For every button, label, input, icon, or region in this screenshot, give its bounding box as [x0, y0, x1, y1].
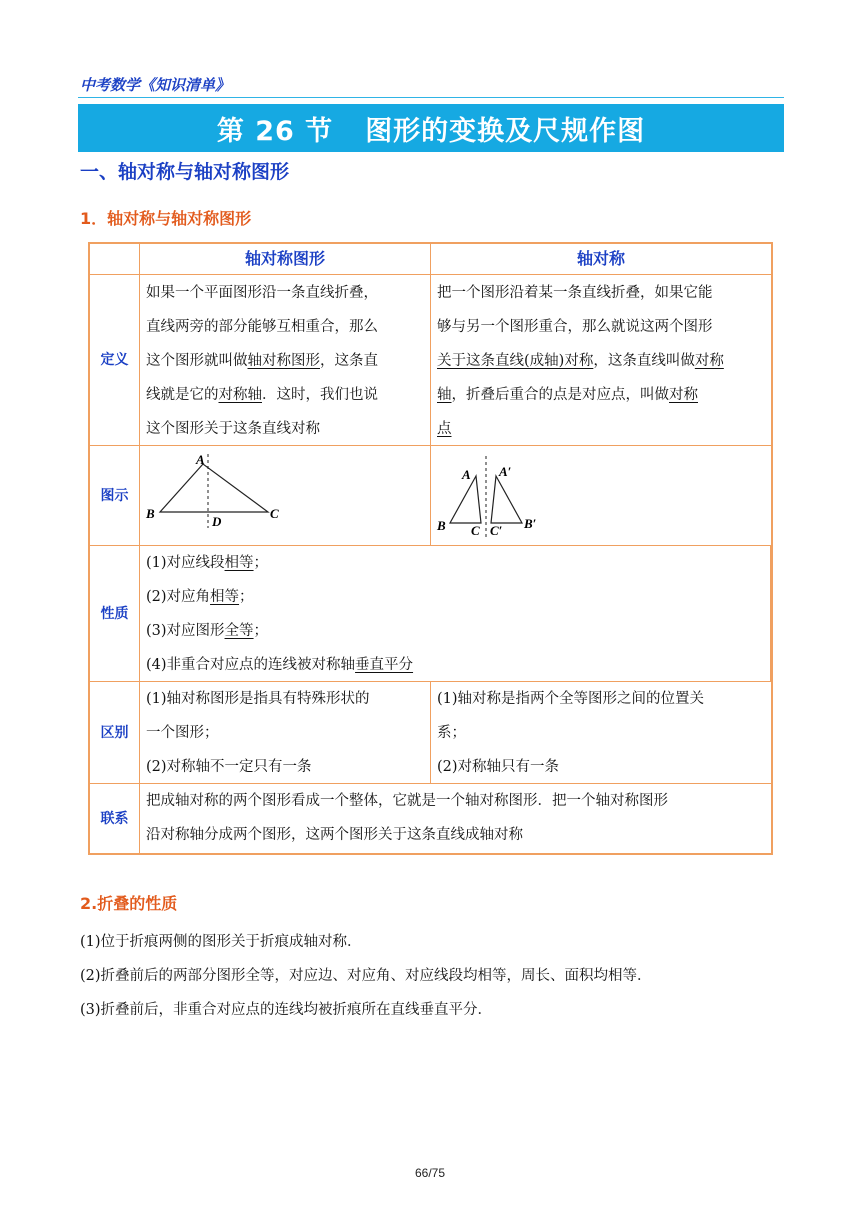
point-label-b: B — [146, 506, 155, 521]
properties-cell — [140, 546, 771, 681]
triangle-abc-original — [450, 476, 481, 523]
difference-right — [431, 682, 771, 783]
point-label-a: A — [462, 467, 471, 482]
difference-left — [140, 682, 431, 783]
isosceles-triangle-figure — [140, 446, 429, 544]
relation-cell — [140, 784, 771, 853]
property-item: (4)非重合对应点的连线被对称轴垂直平分 — [146, 657, 414, 673]
point-label-d: D — [212, 514, 222, 529]
definition-right-line — [437, 412, 765, 446]
term-symmetry-axis: 对称轴 — [218, 387, 262, 403]
chapter-number: 第 26 节 — [216, 115, 334, 147]
definition-left-line: 这个图形关于这条直线对称 — [146, 421, 320, 437]
term-axial-symmetry: 关于这条直线(成轴)对称 — [437, 353, 594, 369]
triangle-abc — [160, 464, 268, 512]
triangle-abc-image — [491, 476, 522, 523]
reflected-triangles-figure — [431, 446, 769, 544]
difference-right-line: (1)轴对称是指两个全等图形之间的位置关 — [437, 691, 705, 707]
table-corner-cell — [90, 244, 140, 274]
term-symmetric-point-b: 点 — [437, 421, 452, 437]
point-label-a-prime: A′ — [499, 464, 512, 479]
definition-left-line: 直线两旁的部分能够互相重合，那么 — [146, 319, 378, 335]
comparison-table — [88, 242, 773, 855]
fold-property-item: (3)折叠前后，非重合对应点的连线均被折痕所在直线垂直平分． — [80, 1002, 493, 1018]
definition-left-line: 这个图形就叫做轴对称图形，这条直 — [146, 353, 378, 369]
chapter-title-bar — [78, 104, 784, 152]
header-brand: 中考数学《知识清单》 — [80, 76, 231, 94]
fold-property-item: (2)折叠前后的两部分图形全等，对应边、对应角、对应线段均相等，周长、面积均相等． — [80, 968, 652, 984]
col-header-axis-figure: 轴对称图形 — [140, 244, 431, 274]
term-axis-figure: 轴对称图形 — [247, 353, 320, 369]
section-title: 一、轴对称与轴对称图形 — [80, 161, 290, 183]
point-label-c: C — [270, 506, 279, 521]
col-header-axis-symmetry: 轴对称 — [576, 249, 625, 268]
relation-line: 把成轴对称的两个图形看成一个整体，它就是一个轴对称图形．把一个轴对称图形 — [146, 793, 668, 809]
fold-property-item: (1)位于折痕两侧的图形关于折痕成轴对称． — [80, 934, 362, 950]
term-symmetry-axis-b: 轴 — [437, 387, 452, 403]
subsection-title-1: 1．轴对称与轴对称图形 — [80, 209, 252, 228]
row-label-relation: 联系 — [90, 784, 140, 853]
fold-properties-list — [80, 925, 780, 1027]
table-row-relation — [90, 783, 771, 853]
difference-right-line: 系； — [437, 725, 466, 741]
table-row-figure — [90, 445, 771, 545]
table-row-definition — [90, 274, 771, 445]
table-row-properties — [90, 545, 771, 681]
table-header-row — [90, 244, 771, 274]
definition-left — [140, 275, 431, 445]
row-label-properties: 性质 — [90, 546, 140, 681]
table-row-difference — [90, 681, 771, 783]
difference-left-line: 一个图形； — [146, 725, 219, 741]
page-number: 66/75 — [414, 1166, 446, 1180]
point-label-c-prime: C′ — [490, 523, 503, 538]
header-divider — [78, 97, 784, 98]
definition-right-line: 把一个图形沿着某一条直线折叠，如果它能 — [437, 285, 713, 301]
row-label-difference: 区别 — [90, 682, 140, 783]
point-label-b: B — [437, 518, 446, 533]
definition-left-line: 如果一个平面图形沿一条直线折叠， — [146, 285, 378, 301]
difference-left-line: (2)对称轴不一定只有一条 — [146, 759, 312, 775]
property-item: (2)对应角相等； — [146, 589, 254, 605]
point-label-c: C — [471, 523, 480, 538]
subsection-title-2: 2.折叠的性质 — [80, 894, 178, 913]
property-item: (1)对应线段相等； — [146, 555, 269, 571]
difference-right-line: (2)对称轴只有一条 — [437, 759, 560, 775]
relation-line: 沿对称轴分成两个图形，这两个图形关于这条直线成轴对称 — [146, 827, 523, 843]
point-label-b-prime: B′ — [524, 516, 537, 531]
figure-left-cell — [140, 446, 431, 545]
definition-right — [431, 275, 771, 445]
definition-right-line: 关于这条直线(成轴)对称，这条直线叫做对称 — [437, 353, 724, 369]
figure-right-cell — [431, 446, 771, 545]
chapter-name: 图形的变换及尺规作图 — [365, 115, 646, 147]
row-label-figure: 图示 — [90, 446, 140, 545]
term-symmetric-point-a: 对称 — [669, 387, 698, 403]
definition-left-line: 线就是它的对称轴．这时，我们也说 — [146, 387, 378, 403]
property-item: (3)对应图形全等； — [146, 623, 269, 639]
definition-right-line: 轴，折叠后重合的点是对应点，叫做对称 — [437, 387, 698, 403]
term-symmetry-axis-a: 对称 — [694, 353, 724, 369]
difference-left-line: (1)轴对称图形是指具有特殊形状的 — [146, 691, 370, 707]
row-label-definition: 定义 — [90, 275, 140, 445]
definition-right-line: 够与另一个图形重合，那么就说这两个图形 — [437, 319, 713, 335]
point-label-a: A — [196, 452, 205, 467]
